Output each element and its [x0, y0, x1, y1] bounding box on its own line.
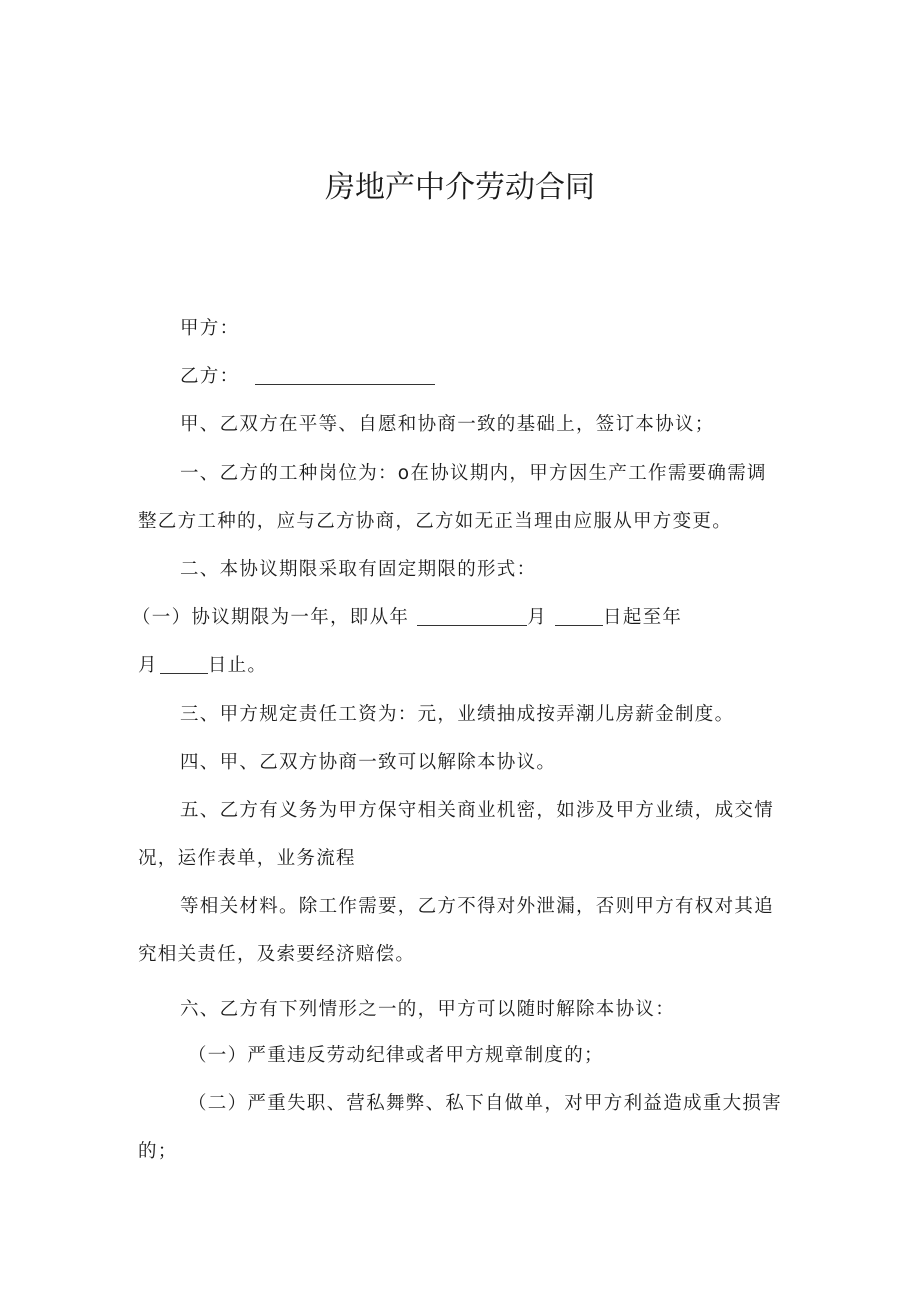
clause-6-item-2-line-2: 的；: [138, 1141, 178, 1162]
term-start-text: （一）协议期限为一年，即从年: [132, 607, 410, 628]
clause-2: 二、本协议期限采取有固定期限的形式：: [180, 559, 537, 580]
end-day-blank: [160, 655, 208, 674]
clause-6: 六、乙方有下列情形之一的，甲方可以随时解除本协议：: [180, 999, 676, 1020]
clause-1-line-2: 整乙方工种的，应与乙方协商，乙方如无正当理由应服从甲方变更。: [138, 511, 733, 532]
clause-3: 三、甲方规定责任工资为：元，业绩抽成按弄潮儿房薪金制度。: [180, 704, 735, 725]
clause-5-line-2: 况，运作表单，业务流程: [138, 848, 356, 869]
clause-2-item-1-line-2: [138, 651, 267, 677]
end-day-text: 日止。: [207, 655, 268, 676]
term-end-text: 日起至年: [603, 607, 683, 628]
day-blank: [555, 607, 603, 626]
intro-paragraph: 甲、乙双方在平等、自愿和协商一致的基础上，签订本协议；: [180, 414, 715, 435]
party-a-label: 甲方：: [180, 318, 240, 339]
clause-4: 四、甲、乙双方协商一致可以解除本协议。: [180, 752, 557, 773]
clause-5-line-3: 等相关材料。除工作需要，乙方不得对外泄漏，否则甲方有权对其追: [180, 896, 775, 917]
clause-5-line-4: 究相关责任，及索要经济赔偿。: [138, 944, 416, 965]
party-b-line: [180, 362, 435, 388]
clause-1-line-1: 一、乙方的工种岗位为：o在协议期内，甲方因生产工作需要确需调: [180, 463, 767, 484]
party-b-blank: [255, 366, 435, 385]
year-blank: [417, 607, 527, 626]
page-title: 房地产中介劳动合同: [325, 170, 595, 205]
term-month-text: 月: [527, 607, 548, 628]
clause-5-line-1: 五、乙方有义务为甲方保守相关商业机密，如涉及甲方业绩，成交情: [180, 800, 775, 821]
end-month-text: 月: [138, 655, 158, 676]
clause-6-item-1: （一）严重违反劳动纪律或者甲方规章制度的；: [188, 1045, 604, 1066]
clause-6-item-2-line-1: （二）严重失职、营私舞弊、私下自做单，对甲方利益造成重大损害: [188, 1093, 783, 1114]
clause-2-item-1-line-1: [132, 603, 682, 629]
party-b-label: 乙方：: [180, 366, 240, 387]
